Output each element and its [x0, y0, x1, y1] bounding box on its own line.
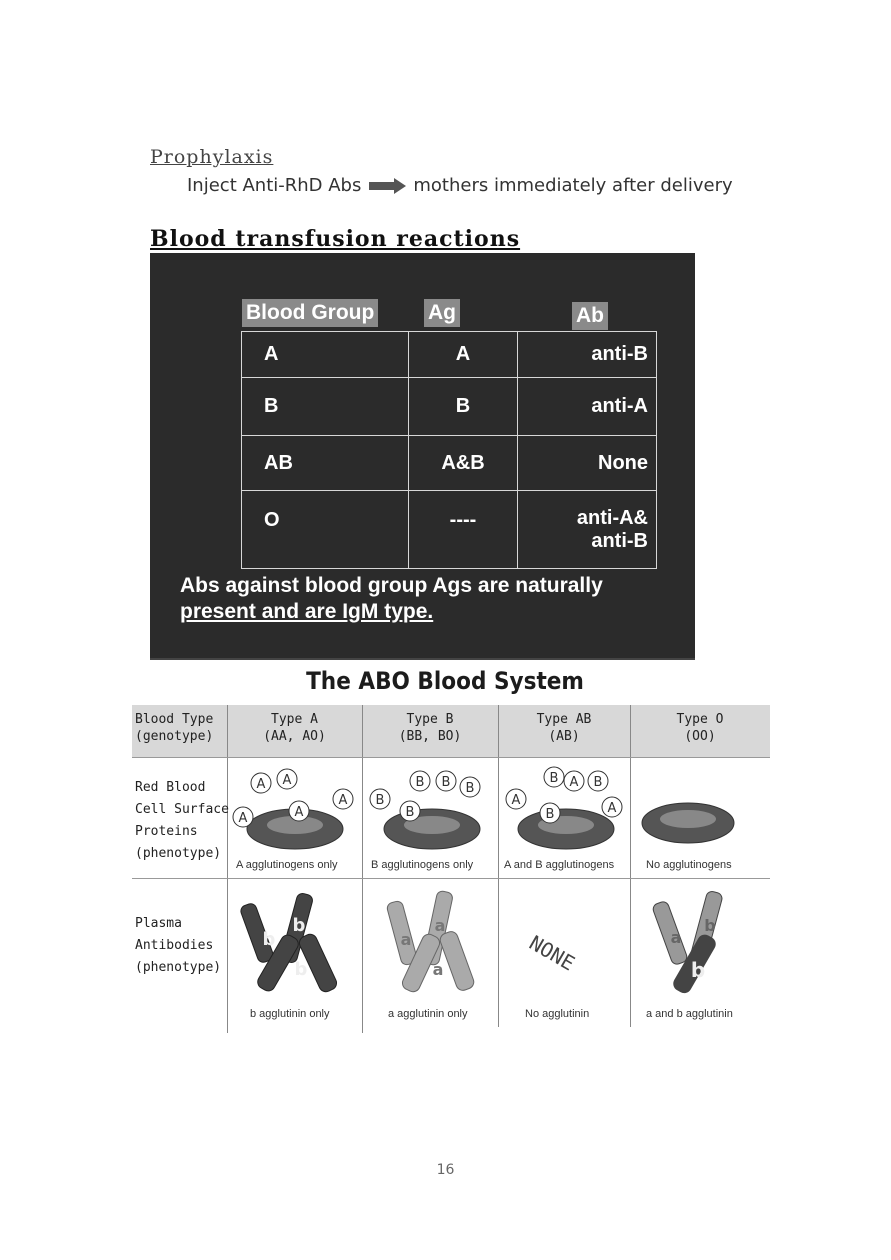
row-label-line: Antibodies	[135, 938, 214, 953]
genotype-label: (BB, BO)	[398, 729, 462, 744]
cell-ab	[518, 491, 657, 569]
antibody-label: b	[292, 915, 306, 936]
grid-line	[132, 757, 770, 758]
antigen-label: A	[338, 793, 348, 808]
table-row	[242, 436, 657, 491]
antibody-label: b	[262, 929, 276, 950]
caption-type-a-antibody: b agglutinin only	[250, 1008, 330, 1020]
cell-group: O	[242, 491, 409, 569]
antigen-label: A	[511, 793, 521, 808]
right-arrow-icon	[367, 178, 407, 194]
transfusion-heading: Blood transfusion reactions	[150, 226, 521, 252]
antigen-label: A	[294, 805, 304, 820]
none-label: NONE	[525, 930, 579, 976]
table-row	[242, 332, 657, 378]
note-line-2: present and are IgM type.	[180, 600, 434, 623]
grid-line	[227, 705, 228, 1033]
col-header-type-a	[227, 705, 362, 757]
grid-line	[498, 705, 499, 1027]
genotype-label: (AA, AO)	[263, 729, 326, 744]
caption-type-b-antigen: B agglutinogens only	[371, 859, 474, 871]
antigen-label: B	[545, 807, 555, 822]
row-label-line: (phenotype)	[135, 960, 222, 975]
cell-group: AB	[242, 436, 409, 491]
antibody-label: a	[400, 930, 412, 949]
antigen-label: B	[593, 775, 603, 790]
antigen-label: A	[238, 811, 248, 826]
abo-figure	[132, 705, 770, 1033]
antigen-label: B	[375, 793, 385, 808]
genotype-label: (AB)	[548, 729, 580, 744]
red-cell-type-ab-illustration	[500, 761, 630, 861]
cell-group: B	[242, 378, 409, 436]
type-label: Type O	[676, 712, 724, 727]
row-label-line: Blood Type	[135, 712, 214, 727]
caption-type-b-antibody: a agglutinin only	[388, 1008, 468, 1020]
red-cell-type-a-illustration	[229, 761, 361, 861]
antibody-shape	[438, 930, 475, 993]
antibody-label: a	[434, 916, 446, 935]
grid-line	[630, 705, 631, 1027]
row-label-line: (phenotype)	[135, 846, 222, 861]
antigen-label: B	[465, 781, 475, 796]
row-label-line: Plasma	[135, 916, 182, 931]
prophylaxis-text	[187, 175, 733, 196]
table-row	[242, 491, 657, 569]
caption-type-o-antibody: a and b agglutinin	[646, 1008, 733, 1020]
cell-ab: None	[518, 436, 657, 491]
col-header-type-ab	[498, 705, 630, 757]
cell-ag: B	[409, 378, 518, 436]
row-label-line: Red Blood	[135, 780, 206, 795]
cell-ag: A&B	[409, 436, 518, 491]
caption-type-ab-antigen: A and B agglutinogens	[504, 859, 615, 871]
table-row	[242, 378, 657, 436]
grid-line	[132, 878, 770, 879]
abo-title: The ABO Blood System	[306, 667, 584, 695]
red-cell-dimple	[660, 810, 716, 828]
cell-ag: ----	[409, 491, 518, 569]
antigen-label: B	[415, 775, 425, 790]
cell-ab: anti-A	[518, 378, 657, 436]
cell-ab-line1: anti-A&	[576, 506, 648, 529]
antibody-label: b	[704, 916, 716, 935]
prophylaxis-text-before: Inject Anti-RhD Abs	[187, 175, 362, 196]
caption-type-ab-antibody: No agglutinin	[525, 1008, 590, 1020]
antigen-label: B	[549, 771, 559, 786]
cell-group: A	[242, 332, 409, 378]
row-label-line: Proteins	[135, 824, 198, 839]
row-label-blood-type	[132, 705, 227, 757]
grid-line	[362, 705, 363, 1033]
prophylaxis-heading: Prophylaxis	[150, 146, 274, 168]
page-number: 16	[436, 1162, 455, 1178]
caption-type-a-antigen: A agglutinogens only	[236, 859, 338, 871]
note-line-1: Abs against blood group Ags are naturally	[180, 574, 603, 597]
antigen-label: B	[405, 805, 415, 820]
cell-ab: anti-B	[518, 332, 657, 378]
header-ag: Ag	[424, 299, 460, 327]
prophylaxis-text-after: mothers immediately after delivery	[413, 175, 733, 196]
slide-note	[180, 573, 680, 625]
cell-ab-line2: anti-B	[591, 529, 648, 552]
antigen-label: A	[282, 773, 292, 788]
antibody-label: b	[690, 958, 706, 982]
antigen-label: A	[256, 777, 266, 792]
blood-group-table	[241, 331, 657, 569]
slide-divider	[150, 658, 695, 660]
antibody-type-b-illustration	[364, 883, 498, 1005]
antigen-label: A	[607, 801, 617, 816]
antibody-label: b	[294, 959, 308, 980]
antibody-label: a	[670, 928, 682, 947]
red-cell-type-b-illustration	[364, 761, 498, 861]
cell-ag: A	[409, 332, 518, 378]
antibody-type-a-illustration	[229, 883, 361, 1005]
caption-type-o-antigen: No agglutinogens	[646, 859, 732, 871]
row-label-line: Cell Surface	[135, 802, 229, 817]
row-label-surface	[135, 777, 230, 865]
antibody-type-o-illustration	[632, 883, 770, 1005]
type-label: Type AB	[536, 712, 592, 727]
type-label: Type A	[271, 712, 318, 727]
antigen-label: A	[569, 775, 579, 790]
col-header-type-b	[362, 705, 498, 757]
header-blood-group: Blood Group	[242, 299, 378, 327]
row-label-plasma	[135, 913, 230, 979]
row-label-line: (genotype)	[135, 729, 214, 744]
col-header-type-o	[630, 705, 770, 757]
transfusion-slide	[150, 253, 695, 659]
genotype-label: (OO)	[684, 729, 716, 744]
type-label: Type B	[406, 712, 454, 727]
antibody-label: a	[432, 960, 444, 979]
antigen-label: B	[441, 775, 451, 790]
red-cell-type-o-illustration	[632, 761, 770, 861]
header-ab: Ab	[572, 302, 608, 330]
